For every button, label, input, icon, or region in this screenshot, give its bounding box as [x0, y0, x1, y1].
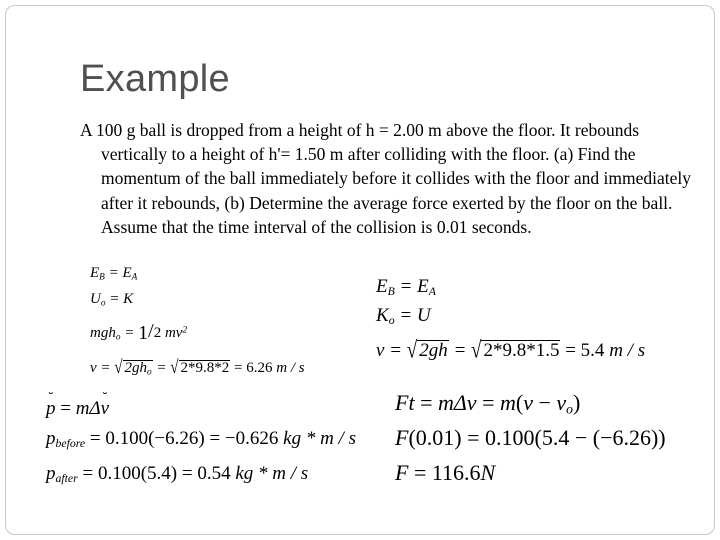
- equation-velocity-after: v = √ 2gh = √ 2*9.8*1.5 = 5.4 m / s: [376, 337, 646, 364]
- equation-u-equals-k: $U_o = K$: [90, 291, 134, 309]
- equation-momentum-before: $p_{before} = 0.100(-6.26) = -0.626$ kg * m / s: [46, 428, 356, 450]
- equation-impulse: $Ft = m\Delta v = m(v - v_o)$: [395, 390, 581, 417]
- equation-momentum-after: $p_{after} = 0.100(5.4) = 0.54$ kg * m / s: [46, 463, 309, 485]
- equation-k-equals-u: $K_o = U$: [376, 305, 431, 327]
- problem-statement: A 100 g ball is dropped from a height of h = 2.00 m above the floor. It rebounds vertically to a height of h'= 1.50 m after colliding with the floor. (a) Find the momentum of the ball immediately before it collides with the floor and immediately after it rebounds, (b) Determine the average force exerted by the floor on the ball. Assume that the time interval of the collision is 0.01 seconds.: [80, 120, 691, 237]
- equation-velocity-before: v = √ $2gh_o$ = √ 2*9.8*2 = 6.26 m / s: [90, 357, 305, 378]
- equation-energy-conservation-left: $E_B = E_A$: [90, 265, 138, 283]
- equation-energy-conservation-right: $E_B = E_A$: [376, 276, 436, 298]
- equation-mgh-half-mv2: mgh$_o$ = 1/2 $mv^2$: [90, 320, 188, 344]
- equation-force-substituted: F(0.01) = 0.100(5.4 − (−6.26)): [395, 425, 666, 450]
- equation-momentum-definition: ˘ p = mΔ˘ v: [46, 398, 109, 420]
- slide-title: Example: [80, 58, 230, 100]
- equation-force-result: F = 116.6N: [395, 460, 496, 485]
